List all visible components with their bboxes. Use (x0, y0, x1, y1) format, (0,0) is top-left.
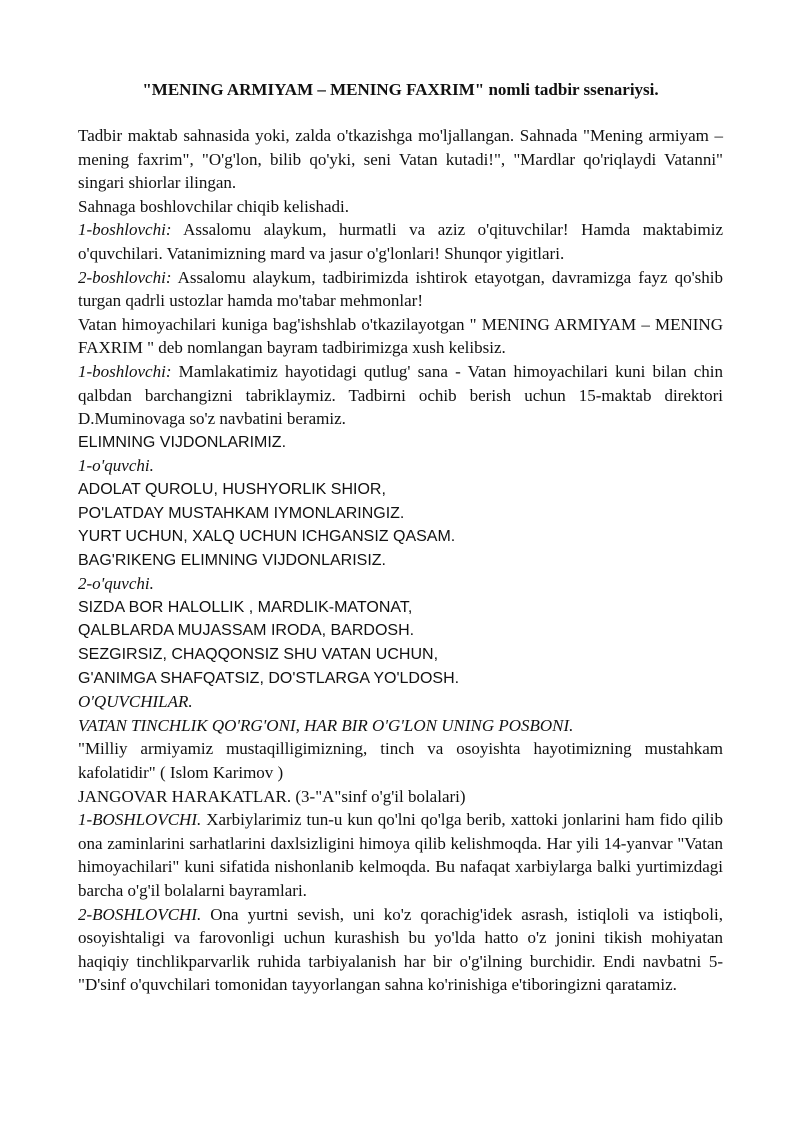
presenter1-congrats (78, 360, 723, 431)
quote-paragraph: "Milliy armiyamiz mustaqilligimizning, tinch va osoyishta hayotimizning mustahkam kafolatidir" ( Islom Karimov ) (78, 739, 723, 783)
presenters-enter-line: Sahnaga boshlovchilar chiqib kelishadi. (78, 196, 349, 216)
presenter2-greeting (78, 266, 723, 313)
poem-line: G'ANIMGA SHAFQATSIZ, DO'STLARGA YO'LDOSH. (78, 669, 460, 687)
poem-line: SEZGIRSIZ, CHAQQONSIZ SHU VATAN UCHUN, (78, 646, 439, 664)
poem-line: QALBLARDA MUJASSAM IRODA, BARDOSH. (78, 622, 415, 640)
poem-line: BAG'RIKENG ELIMNING VIJDONLARISIZ. (78, 551, 386, 569)
presenter1-greeting (78, 218, 723, 265)
speaker-label: 1-BOSHLOVCHI. (78, 810, 202, 830)
poem-line: PO'LATDAY MUSTAHKAM IYMONLARINGIZ. (78, 504, 405, 522)
document-page (78, 78, 723, 997)
speech-text: Xarbiylarimiz tun-u kun qo'lni qo'lga berib, xattoki jonlarini ham fido qilib ona zaminlarini sarhatlarini daxlsizligini himoya qilib kelishmoqda. Har yili 14-yanvar "Vatan himoyachilari" kuni sifatida nishonlanib kelmoqda. Bu nafaqat xarbiylarga balki yurtimizdagi barcha o'g'il bolalarni bayramlari. (78, 810, 723, 900)
presenter1-speech (78, 808, 723, 902)
poem-line: SIZDA BOR HALOLLIK , MARDLIK-MATONAT, (78, 598, 413, 616)
speech-text: Assalomu alaykum, tadbirimizda ishtirok etayotgan, davramizga fayz qo'shib turgan qadrli ustozlar hamda mo'tabar mehmonlar! (78, 267, 723, 311)
speaker-label: 1-boshlovchi: (78, 361, 172, 381)
motto-line: VATAN TINCHLIK QO'RG'ONI, HAR BIR O'G'LON UNING POSBONI. (78, 715, 574, 735)
section-heading-2: JANGOVAR HARAKATLAR. (3-"A"sinf o'g'il bolalari) (78, 786, 466, 806)
speech-text: Ona yurtni sevish, uni ko'z qorachig'idek asrash, istiqloli va istiqboli, osoyishtaligi va farovonligi uchun kurashish bu yo'lda hatto o'z jonini tikish mohiyatan haqiqiy tinchlikparvarlik ruhida tarbiyalanish har bir o'g'ilning burchidir. Endi navbatni 5-"D'sinf o'quvchilari tomonidan tayyorlangan sahna ko'rinishiga e'tiboringizni qaratamiz. (78, 904, 723, 995)
section-heading-1: ELIMNING VIJDONLARIMIZ. (78, 433, 287, 451)
poem-line: YURT UCHUN, XALQ UCHUN ICHGANSIZ QASAM. (78, 528, 456, 546)
poem-line: ADOLAT QUROLU, HUSHYORLIK SHIOR, (78, 480, 386, 498)
reader-label-2: 2-o'quvchi. (78, 574, 154, 594)
speaker-label: 2-boshlovchi: (78, 267, 172, 287)
presenter2-speech (78, 903, 723, 997)
readers-label: O'QUVCHILAR. (78, 692, 193, 712)
welcome-paragraph: Vatan himoyachilari kuniga bag'ishshlab o'tkazilayotgan " MENING ARMIYAM – MENING FAXRIM " deb nomlangan bayram tadbirimizga xush kelibsiz. (78, 314, 723, 358)
intro-paragraph: Tadbir maktab sahnasida yoki, zalda o'tkazishga mo'ljallangan. Sahnada "Mening armiyam – mening faxrim", "O'g'lon, bilib qo'yki, seni Vatan kutadi!", "Mardlar qo'riqlaydi Vatanni" singari shiorlar ilingan. (78, 126, 723, 193)
speech-text: Assalomu alaykum, hurmatli va aziz o'qituvchilar! Hamda maktabimiz o'quvchilari. Vatanimizning mard va jasur o'g'lonlari! Shunqor yigitlari. (78, 220, 723, 263)
speaker-label: 1-boshlovchi: (78, 220, 172, 240)
reader-label-1: 1-o'quvchi. (78, 456, 154, 476)
speaker-label: 2-BOSHLOVCHI. (78, 904, 202, 924)
document-title: "MENING ARMIYAM – MENING FAXRIM" nomli tadbir ssenariysi. (142, 80, 659, 99)
speech-text: Mamlakatimiz hayotidagi qutlug' sana - Vatan himoyachilari kuni bilan chin qalbdan barchangizni tabriklaymiz. Tadbirni ochib berish uchun 15-maktab direktori D.Muminovaga so'z navbatini beramiz. (78, 361, 723, 429)
